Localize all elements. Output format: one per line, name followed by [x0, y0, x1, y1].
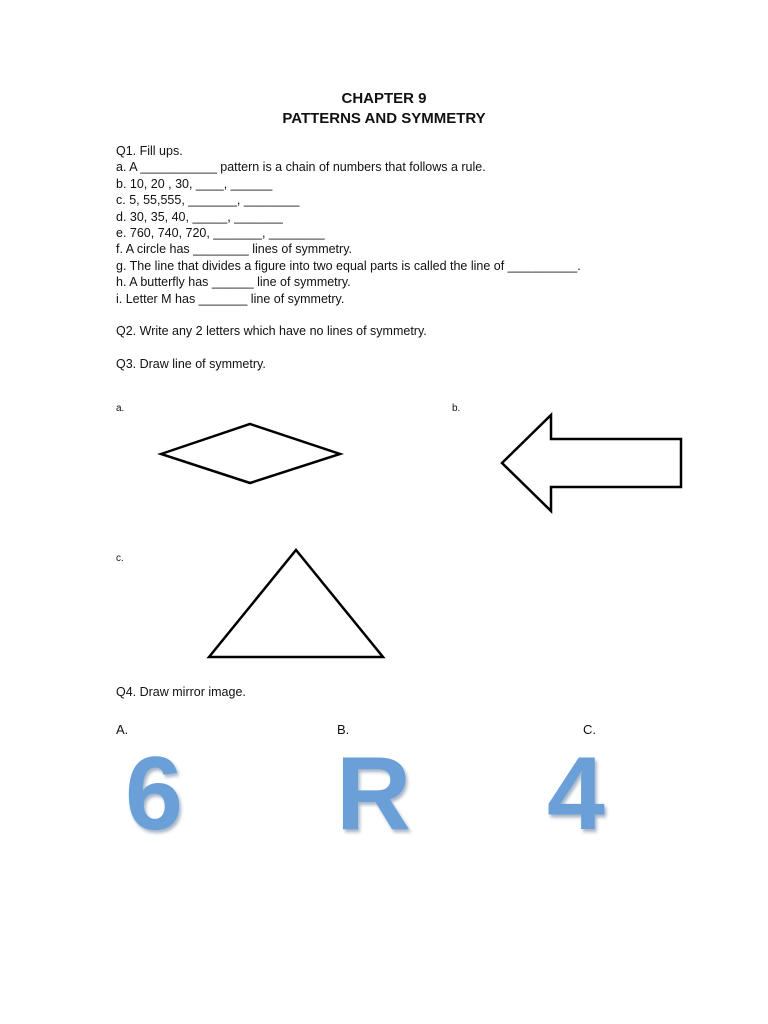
q4-heading: Q4. Draw mirror image.	[116, 685, 246, 699]
triangle-outline	[209, 550, 383, 657]
q1-item-i: i. Letter M has _______ line of symmetry.	[116, 292, 345, 306]
digit-six-glyph: 6	[125, 736, 183, 852]
digit-four-glyph: 4	[547, 736, 605, 852]
q1-item-a: a. A ___________ pattern is a chain of numbers that follows a rule.	[116, 160, 486, 174]
q4-label-b: B.	[337, 722, 350, 737]
q1-item-d: d. 30, 35, 40, _____, _______	[116, 210, 283, 224]
letter-r-glyph: R	[336, 736, 412, 852]
q1-item-f: f. A circle has ________ lines of symmetry.	[116, 242, 352, 256]
q1-heading: Q1. Fill ups.	[116, 144, 183, 158]
q3-heading: Q3. Draw line of symmetry.	[116, 357, 266, 371]
q1-item-e: e. 760, 740, 720, _______, ________	[116, 226, 325, 240]
q4-label-a: A.	[116, 722, 129, 737]
q3-label-c: c.	[116, 553, 124, 564]
chapter-title: CHAPTER 9	[341, 90, 427, 107]
q1-item-b: b. 10, 20 , 30, ____, ______	[116, 177, 273, 191]
q1-item-h: h. A butterfly has ______ line of symmetry.	[116, 275, 351, 289]
q3-label-a: a.	[116, 403, 125, 414]
q1-item-c: c. 5, 55,555, _______, ________	[116, 193, 300, 207]
chapter-subtitle: PATTERNS AND SYMMETRY	[282, 110, 486, 127]
q4-label-c: C.	[583, 722, 596, 737]
q2-heading: Q2. Write any 2 letters which have no lines of symmetry.	[116, 324, 427, 338]
q3-label-b: b.	[452, 403, 461, 414]
q1-item-g: g. The line that divides a figure into two equal parts is called the line of __________.	[116, 259, 581, 273]
